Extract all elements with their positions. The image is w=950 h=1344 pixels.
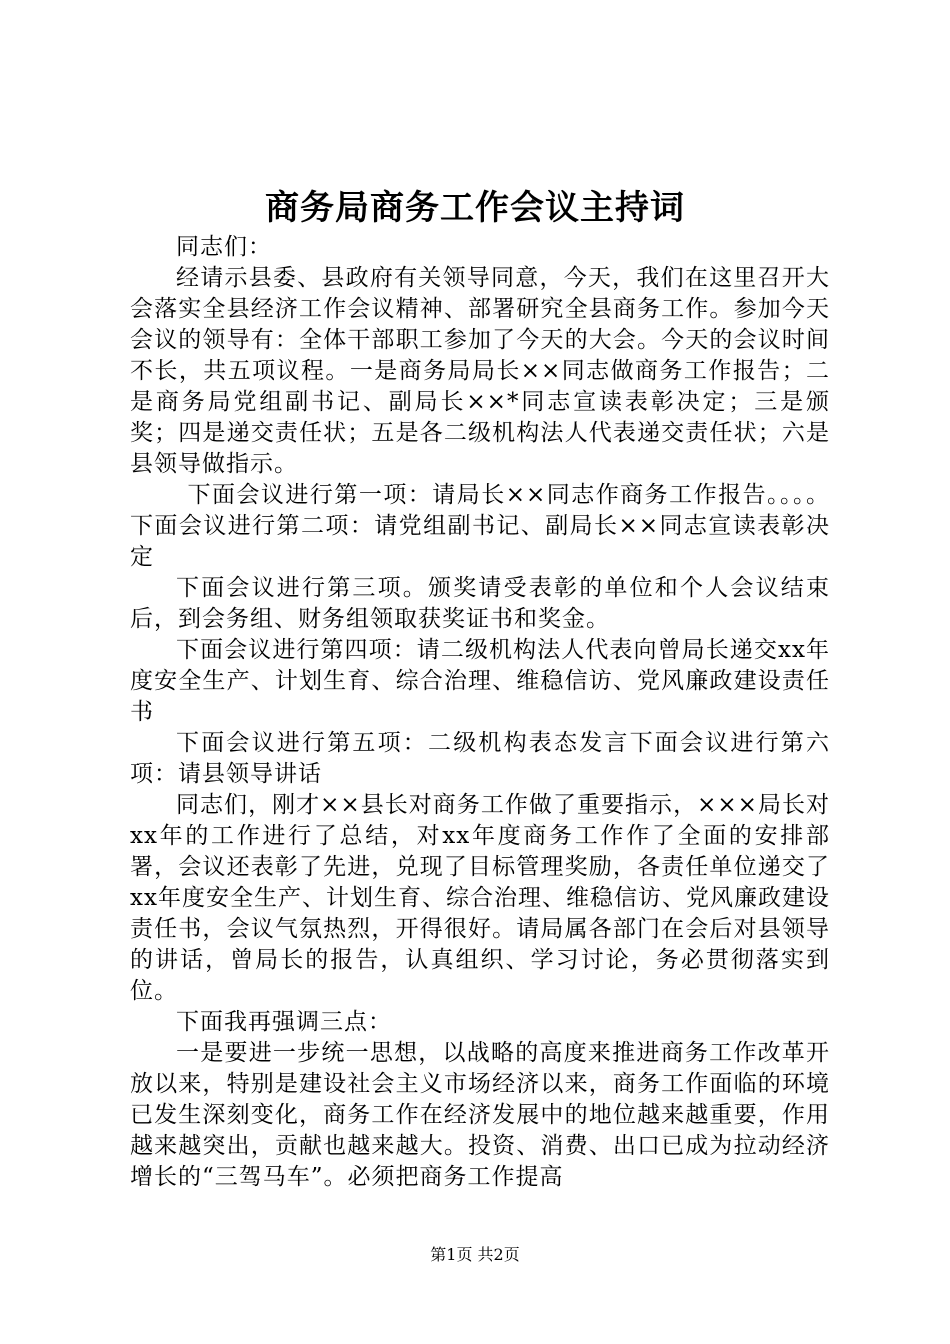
document-body <box>130 232 830 1193</box>
agenda-item-5-6-paragraph: 下面会议进行第五项：二级机构表态发言下面会议进行第六项：请县领导讲话 <box>130 730 830 787</box>
emphasis-intro-paragraph: 下面我再强调三点： <box>176 1009 392 1035</box>
summary-paragraph: 同志们，刚才××县长对商务工作做了重要指示，×××局长对xx年的工作进行了总结，对xx年度商务工作作了全面的安排部署，会议还表彰了先进，兑现了目标管理奖励，各责任单位递交了xx年度安全生产、计划生育、综合治理、维稳信访、党风廉政建设责任书，会议气氛热烈，开得很好。请局属各部门在会后对县领导的讲话，曾局长的报告，认真组织、学习讨论，务必贯彻落实到位。 <box>130 792 830 1004</box>
page-footer: 第1页 共2页 <box>430 1245 520 1264</box>
salutation-paragraph: 同志们： <box>176 234 272 260</box>
point-one-paragraph: 一是要进一步统一思想，以战略的高度来推进商务工作改革开放以来，特别是建设社会主义市场经济以来，商务工作面临的环境已发生深刻变化，商务工作在经济发展中的地位越来越重要，作用越来越突出，贡献也越来越大。投资、消费、出口已成为拉动经济增长的“三驾马车”。必须把商务工作提高 <box>130 1040 830 1190</box>
opening-paragraph: 经请示县委、县政府有关领导同意，今天，我们在这里召开大会落实全县经济工作会议精神、部署研究全县商务工作。参加今天会议的领导有：全体干部职工参加了今天的大会。今天的会议时间不长，共五项议程。一是商务局局长××同志做商务工作报告；二是商务局党组副书记、副局长××*同志宣读表彰决定；三是颁奖；四是递交责任状；五是各二级机构法人代表递交责任状；六是县领导做指示。 <box>130 265 830 477</box>
agenda-item-1-2-paragraph: 下面会议进行第一项：请局长××同志作商务工作报告。。。。下面会议进行第二项：请党组副书记、副局长××同志宣读表彰决定 <box>130 482 830 570</box>
agenda-item-4-paragraph: 下面会议进行第四项：请二级机构法人代表向曾局长递交xx年度安全生产、计划生育、综合治理、维稳信访、党风廉政建设责任书 <box>130 637 830 725</box>
document-title: 商务局商务工作会议主持词 <box>265 188 685 228</box>
agenda-item-3-paragraph: 下面会议进行第三项。颁奖请受表彰的单位和个人会议结束后，到会务组、财务组领取获奖证书和奖金。 <box>130 575 830 632</box>
